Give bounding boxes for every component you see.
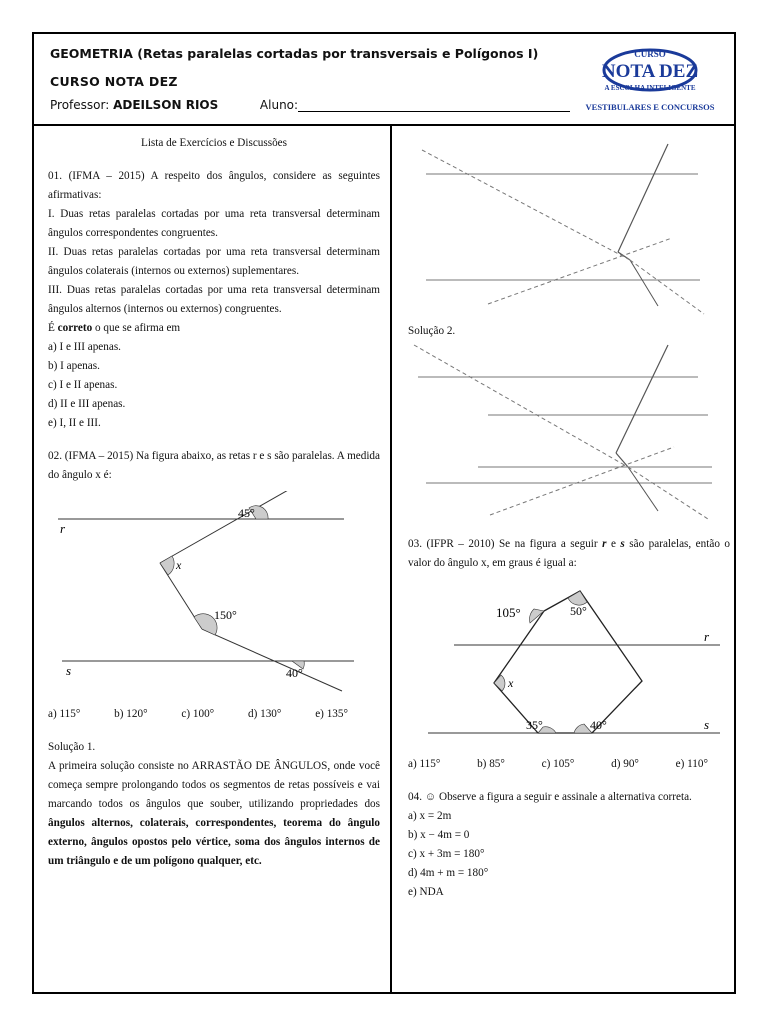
q03-figure — [408, 583, 730, 759]
list-title: Lista de Exercícios e Discussões — [140, 137, 288, 149]
professor-name: ADEILSON RIOS — [113, 98, 219, 112]
q01-question: É correto o que se afirma em — [48, 322, 181, 334]
q01-option-a: a) I e III apenas. — [48, 341, 121, 353]
q02-label-s: s — [66, 663, 72, 678]
q02-angle-40: 40° — [286, 666, 303, 680]
q03-angle-35: 35° — [526, 718, 543, 732]
q03-angle-105: 105° — [496, 605, 521, 620]
header — [34, 34, 734, 126]
q04-option-c: c) x + 3m = 180° — [408, 848, 485, 860]
q03-angle-x: x — [508, 676, 514, 690]
q01-intro: 01. (IFMA – 2015) A respeito dos ângulos, considere as seguintes afirmativas: — [48, 170, 380, 201]
q01-statement-2: II. Duas retas paralelas cortadas por uma reta transversal determinam ângulos colaterais (internos ou externos) suplementares. — [48, 246, 380, 277]
left-column — [48, 134, 380, 871]
q02-solution-figure-top — [408, 134, 730, 320]
logo-bottom-text: VESTIBULARES E CONCURSOS — [585, 102, 715, 112]
q02-label-r: r — [60, 521, 66, 536]
q02-intro: 02. (IFMA – 2015) Na figura abaixo, as retas r e s são paralelas. A medida do ângulo x é: — [48, 450, 380, 481]
solution-1-text: A primeira solução consiste no ARRASTÃO DE ÂNGULOS, onde você começa sempre prolongando todos os segmentos de retas possíveis e vai marcando todos os ângulos que souber, utilizando propriedades dos ângulos alternos, colaterais, correspondentes, teorema do ângulo externo, ângulos opostos pelo vértice, soma dos ângulos internos de um triângulo e de um polígono qualquer, etc. — [48, 760, 380, 867]
q01-option-d: d) II e III apenas. — [48, 398, 126, 410]
q03-label-s: s — [704, 717, 710, 732]
q04-option-a: a) x = 2m — [408, 810, 452, 822]
q03-option-e: e) 110° — [675, 758, 708, 770]
q03-option-d: d) 90° — [611, 758, 639, 770]
q04-intro: 04. ☺ Observe a figura a seguir e assinale a alternativa correta. — [408, 791, 692, 803]
q03-angle-40: 40° — [590, 718, 607, 732]
q04-option-b: b) x − 4m = 0 — [408, 829, 470, 841]
header-professor-line — [50, 98, 570, 112]
column-separator — [390, 124, 392, 994]
q01-option-e: e) I, II e III. — [48, 417, 101, 429]
logo-tagline: A ESCOLHA INTELIGENTE — [604, 84, 696, 92]
professor-label: Professor: — [50, 98, 110, 112]
nota-dez-logo — [580, 48, 720, 120]
right-column — [408, 134, 730, 902]
q02-option-c: c) 100° — [181, 708, 215, 720]
logo-top-text: CURSO — [634, 49, 666, 59]
q02-option-a: a) 115° — [48, 708, 81, 720]
q02-option-b: b) 120° — [114, 708, 148, 720]
q02-figure — [48, 491, 380, 705]
q02-options — [48, 705, 348, 724]
q02-angle-x: x — [176, 558, 182, 572]
q01-option-c: c) I e II apenas. — [48, 379, 118, 391]
solution-2-title: Solução 2. — [408, 325, 456, 337]
header-title: GEOMETRIA (Retas paralelas cortadas por transversais e Polígonos I) — [50, 46, 539, 61]
q03-option-b: b) 85° — [477, 758, 505, 770]
student-label: Aluno: — [259, 98, 299, 112]
q01-statement-1: I. Duas retas paralelas cortadas por uma reta transversal determinam ângulos correspondentes congruentes. — [48, 208, 380, 239]
q01-option-b: b) I apenas. — [48, 360, 100, 372]
page-frame — [32, 32, 736, 994]
logo-main-text: NOTA DEZ — [601, 61, 699, 82]
q04-option-d: d) 4m + m = 180° — [408, 867, 489, 879]
q01-statement-3: III. Duas retas paralelas cortadas por uma reta transversal determinam ângulos alternos (internos ou externos) congruentes. — [48, 284, 380, 315]
q04-option-e: e) NDA — [408, 886, 444, 898]
q02-option-e: e) 135° — [315, 708, 348, 720]
q02-angle-150: 150° — [214, 608, 237, 622]
q03-option-a: a) 115° — [408, 758, 441, 770]
q03-option-c: c) 105° — [541, 758, 575, 770]
student-name-line — [298, 99, 570, 112]
solution-1-title: Solução 1. — [48, 741, 96, 753]
course-name: CURSO NOTA DEZ — [50, 74, 178, 89]
q02-angle-45: 45° — [238, 506, 255, 520]
q03-label-r: r — [704, 629, 710, 644]
q02-solution-figure-bottom — [408, 343, 730, 527]
q03-angle-50: 50° — [570, 604, 587, 618]
q02-option-d: d) 130° — [247, 708, 282, 720]
q03-options — [408, 755, 708, 774]
q03-intro: 03. (IFPR – 2010) Se na figura a seguir r e s são paralelas, então o valor do ângulo x, em graus é igual a: — [408, 538, 730, 569]
